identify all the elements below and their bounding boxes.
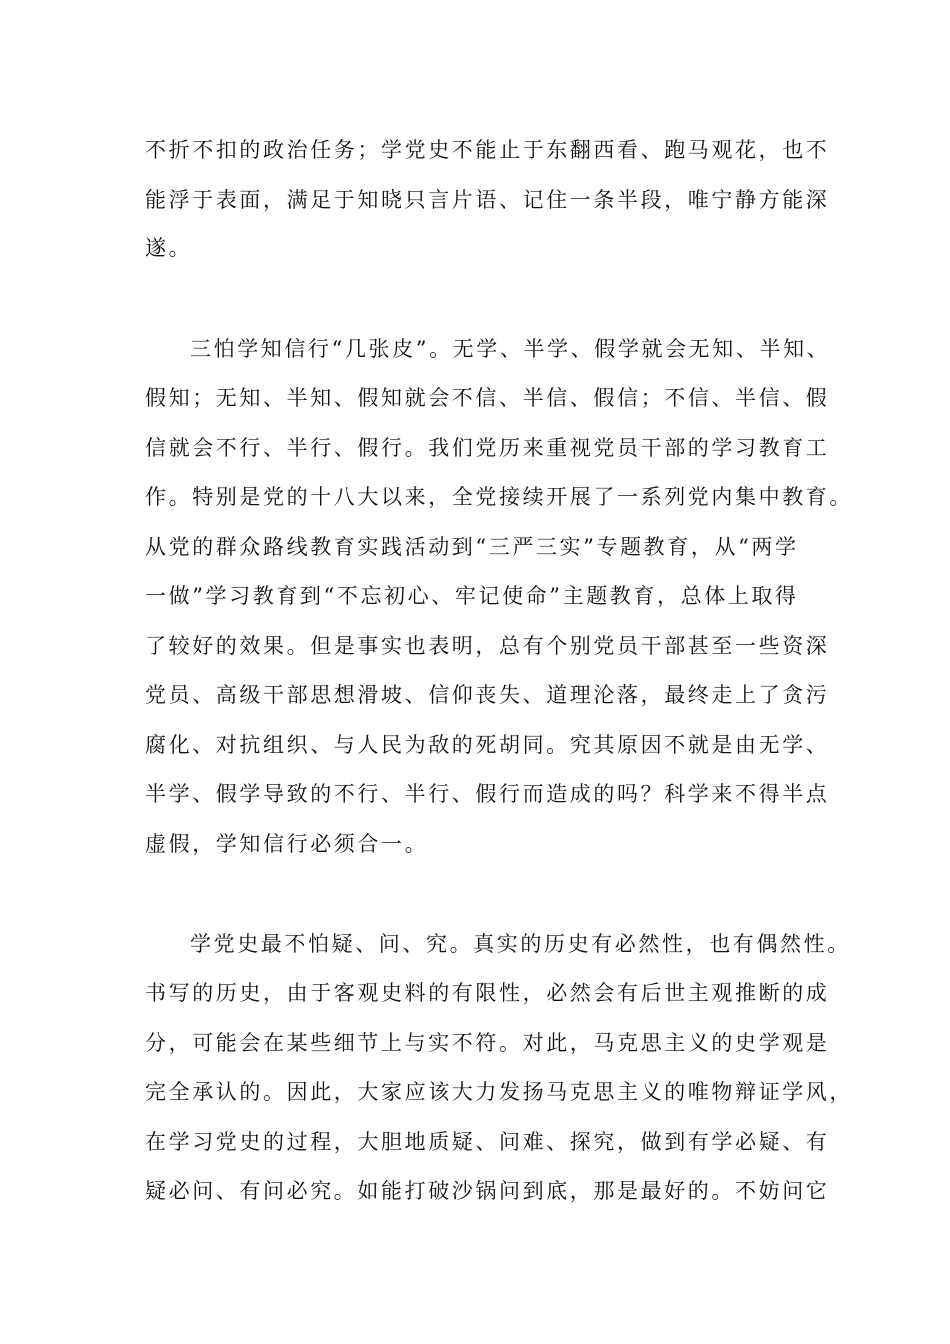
- paragraph-2-line-7: 了较好的效果。但是事实也表明，总有个别党员干部甚至一些资深: [145, 634, 830, 658]
- paragraph-2-line-4: 作。特别是党的十八大以来，全党接续开展了一系列党内集中教育。: [145, 485, 853, 509]
- paragraph-2-line-2: 假知；无知、半知、假知就会不信、半信、假信；不信、半信、假: [145, 386, 830, 410]
- paragraph-1-line-1: 不折不扣的政治任务；学党史不能止于东翻西看、跑马观花，也不: [145, 138, 830, 162]
- paragraph-2-line-9: 腐化、对抗组织、与人民为敌的死胡同。究其原因不就是由无学、: [145, 733, 830, 757]
- paragraph-2-line-11: 虚假，学知信行必须合一。: [145, 832, 429, 856]
- paragraph-3-line-3: 分，可能会在某些细节上与实不符。对此，马克思主义的史学观是: [145, 1031, 830, 1055]
- paragraph-1-line-2: 能浮于表面，满足于知晓只言片语、记住一条半段，唯宁静方能深: [145, 188, 830, 212]
- paragraph-3-line-1: 学党史最不怕疑、问、究。真实的历史有必然性，也有偶然性。: [190, 932, 851, 956]
- paragraph-2-line-6: 一做”学习教育到“不忘初心、牢记使命”主题教育，总体上取得: [145, 584, 799, 608]
- paragraph-3-line-2: 书写的历史，由于客观史料的有限性，必然会有后世主观推断的成: [145, 981, 830, 1005]
- paragraph-2-line-5: 从党的群众路线教育实践活动到“三严三实”专题教育，从“两学: [145, 535, 799, 559]
- paragraph-1-line-3: 遂。: [145, 236, 193, 260]
- paragraph-3-line-4: 完全承认的。因此，大家应该大力发扬马克思主义的唯物辩证学风，: [145, 1080, 853, 1104]
- paragraph-2-line-3: 信就会不行、半行、假行。我们党历来重视党员干部的学习教育工: [145, 436, 830, 460]
- paragraph-2-line-8: 党员、高级干部思想滑坡、信仰丧失、道理沦落，最终走上了贪污: [145, 683, 830, 707]
- paragraph-2-line-1: 三怕学知信行“几张皮”。无学、半学、假学就会无知、半知、: [190, 337, 831, 361]
- paragraph-2-line-10: 半学、假学导致的不行、半行、假行而造成的吗？科学来不得半点: [145, 782, 830, 806]
- paragraph-3-line-5: 在学习党史的过程，大胆地质疑、问难、探究，做到有学必疑、有: [145, 1130, 830, 1154]
- paragraph-3-line-6: 疑必问、有问必究。如能打破沙锅问到底，那是最好的。不妨问它: [145, 1179, 830, 1203]
